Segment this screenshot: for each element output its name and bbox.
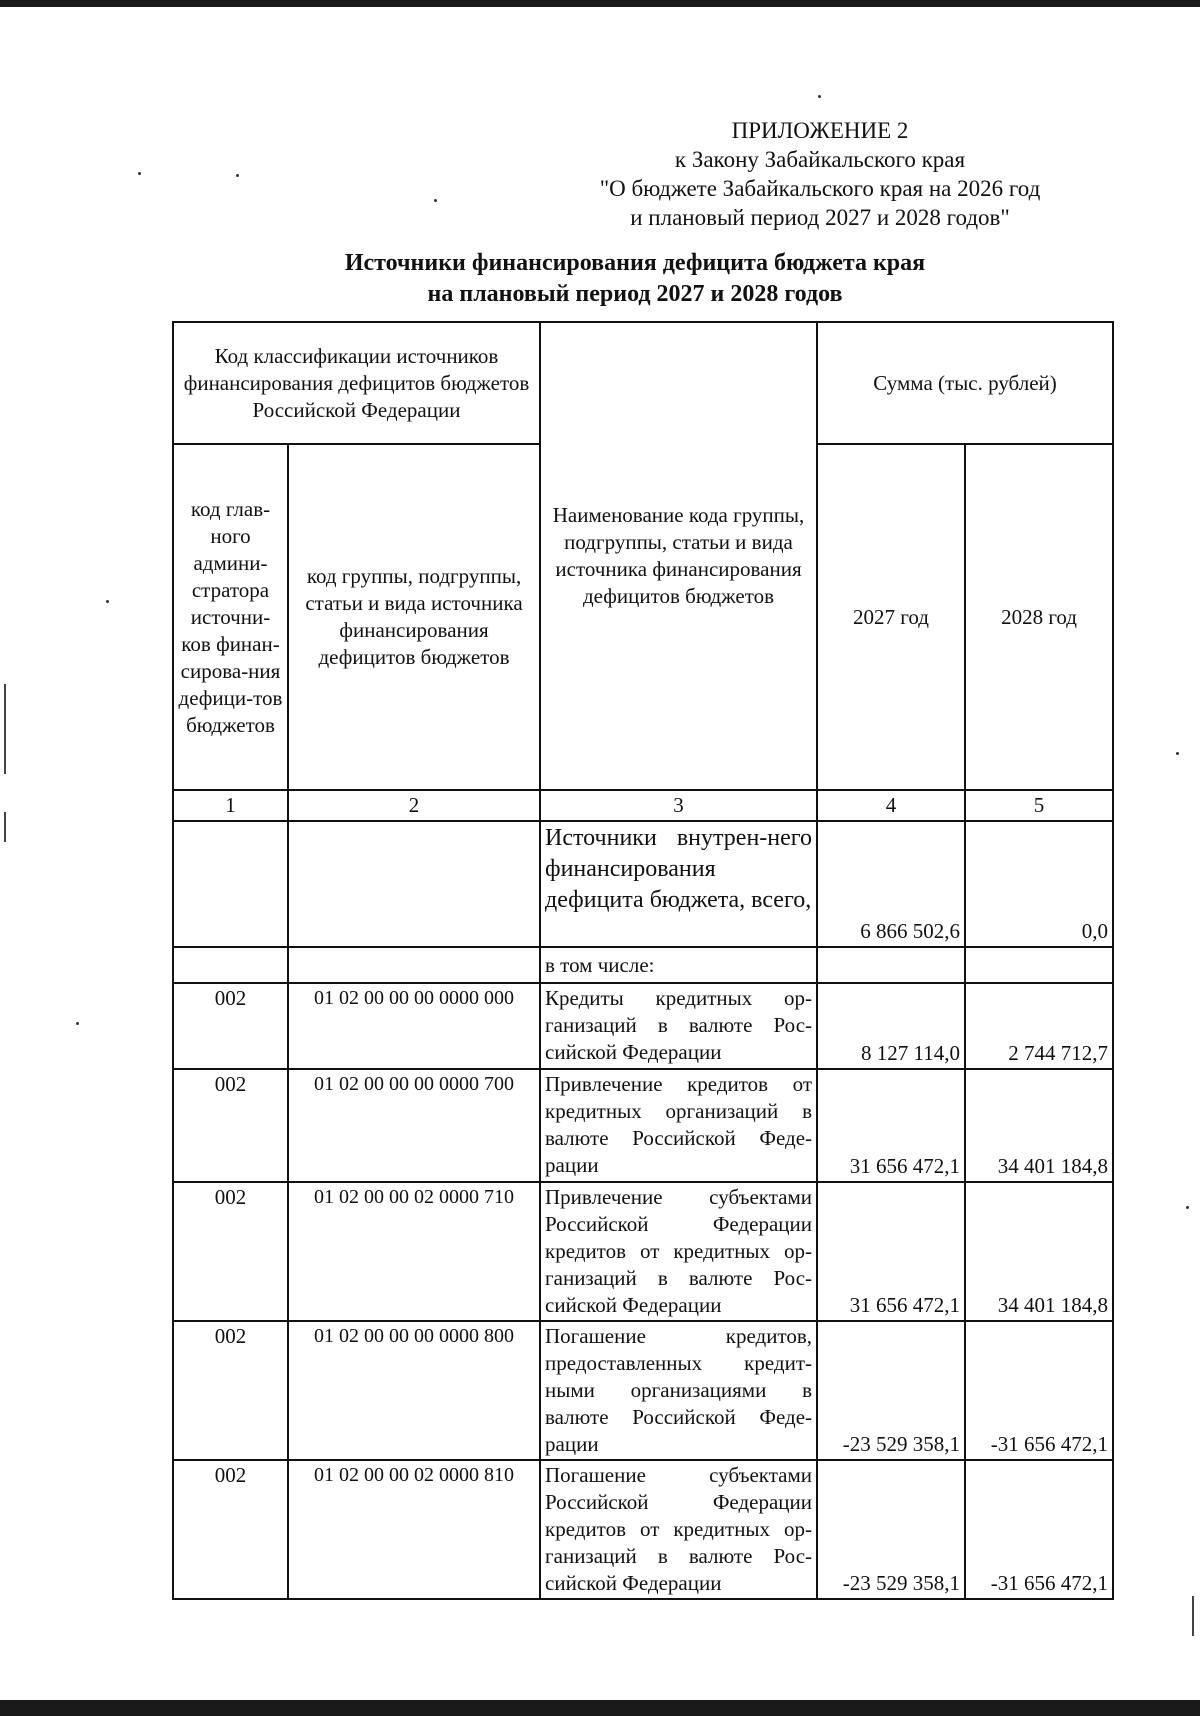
scan-edge-line [4,812,6,842]
appendix-line-1: к Закону Забайкальского края [674,147,966,172]
row-group-code: 01 02 00 00 00 0000 000 [288,983,540,1069]
total-admin [173,821,288,947]
document-title-line-1: Источники финансирования дефицита бюджета края [344,250,926,276]
row-2027: 31 656 472,1 [817,1069,965,1182]
appendix-line-2: "О бюджете Забайкальского края на 2026 год [599,176,1041,201]
total-name: Источники внутрен-него финансирования дефицита бюджета, всего, [540,821,817,947]
row-name: Привлечение кредитов от кредитных организаций в валюте Российской Феде-рации [540,1069,817,1182]
document-title [170,248,1100,310]
header-admin-code: код глав-ного админи-стратора источни-ков финан-сирова-ния дефици-тов бюджетов [173,444,288,790]
including-row [173,947,1113,983]
header-name: Наименование кода группы, подгруппы, статьи и вида источника финансирования дефицитов бюджетов [540,322,817,790]
table-row [173,983,1113,1069]
row-2027: 31 656 472,1 [817,1182,965,1321]
row-admin-code: 002 [173,1069,288,1182]
header-row-1 [173,322,1113,444]
scan-edge-line [4,684,6,774]
scan-speck [236,174,239,177]
header-group-code: код группы, подгруппы, статьи и вида источника финансирования дефицитов бюджетов [288,444,540,790]
column-number: 2 [288,790,540,821]
scan-speck [434,199,437,202]
appendix-line-3: и плановый период 2027 и 2028 годов" [630,205,1010,230]
total-2027: 6 866 502,6 [817,821,965,947]
column-number-row [173,790,1113,821]
row-group-code: 01 02 00 00 00 0000 800 [288,1321,540,1460]
row-name: Погашение субъектами Российской Федерации кредитов от кредитных ор-ганизаций в валюте Рос-сийской Федерации [540,1460,817,1599]
total-code [288,821,540,947]
column-number: 4 [817,790,965,821]
row-2028: -31 656 472,1 [965,1460,1113,1599]
header-year-2027: 2027 год [817,444,965,790]
row-admin-code: 002 [173,983,288,1069]
row-admin-code: 002 [173,1460,288,1599]
header-sum: Сумма (тыс. рублей) [817,322,1113,444]
document-title-line-2: на плановый период 2027 и 2028 годов [427,281,843,307]
financing-sources-table [172,321,1114,1600]
row-2027: -23 529 358,1 [817,1460,965,1599]
row-2028: 34 401 184,8 [965,1069,1113,1182]
appendix-header [560,116,1080,232]
row-group-code: 01 02 00 00 02 0000 710 [288,1182,540,1321]
row-group-code: 01 02 00 00 02 0000 810 [288,1460,540,1599]
row-2027: 8 127 114,0 [817,983,965,1069]
scan-border-top [0,0,1200,7]
row-admin-code: 002 [173,1321,288,1460]
scan-border-bottom [0,1700,1200,1716]
including-label: в том числе: [540,947,817,983]
scan-edge-line [1192,1596,1194,1636]
table-row [173,1460,1113,1599]
table-row [173,1182,1113,1321]
scan-speck [138,172,141,175]
column-number: 3 [540,790,817,821]
row-name: Кредиты кредитных ор-ганизаций в валюте Рос-сийской Федерации [540,983,817,1069]
scan-speck [76,1022,79,1025]
appendix-title: ПРИЛОЖЕНИЕ 2 [731,118,909,143]
row-2028: 34 401 184,8 [965,1182,1113,1321]
row-2028: 2 744 712,7 [965,983,1113,1069]
scan-speck [818,95,821,98]
table-row [173,1069,1113,1182]
scan-speck [1186,1206,1189,1209]
row-name: Привлечение субъектами Российской Федерации кредитов от кредитных ор-ганизаций в валюте Рос-сийской Федерации [540,1182,817,1321]
row-group-code: 01 02 00 00 00 0000 700 [288,1069,540,1182]
total-row [173,821,1113,947]
header-year-2028: 2028 год [965,444,1113,790]
row-2028: -31 656 472,1 [965,1321,1113,1460]
header-classification: Код классификации источников финансирования дефицитов бюджетов Российской Федерации [173,322,540,444]
scan-speck [1176,752,1179,755]
scan-speck [106,600,109,603]
total-2028: 0,0 [965,821,1113,947]
column-number: 5 [965,790,1113,821]
column-number: 1 [173,790,288,821]
row-admin-code: 002 [173,1182,288,1321]
row-name: Погашение кредитов, предоставленных кредит-ными организациями в валюте Российской Феде-рации [540,1321,817,1460]
row-2027: -23 529 358,1 [817,1321,965,1460]
table-row [173,1321,1113,1460]
